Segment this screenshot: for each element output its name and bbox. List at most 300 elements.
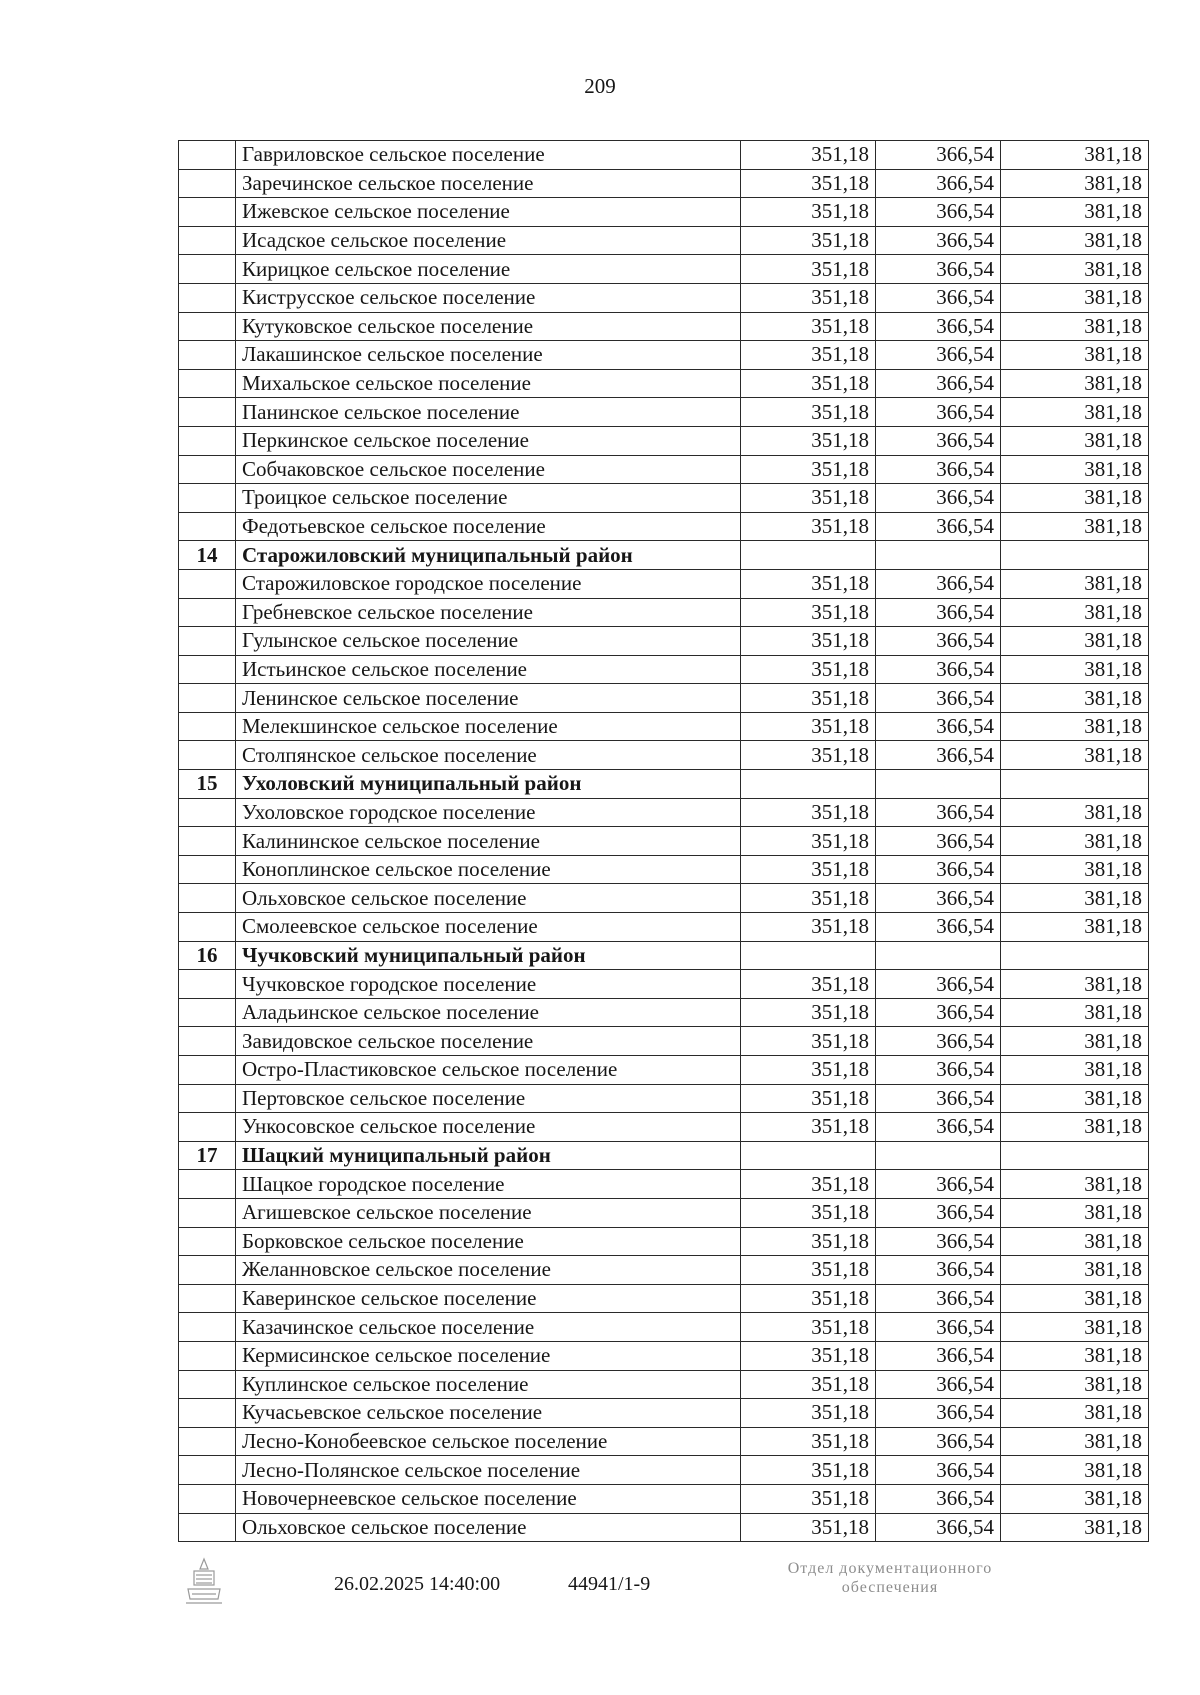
value-col-3: 381,18 (1001, 1113, 1149, 1142)
value-col-2: 366,54 (876, 426, 1001, 455)
row-number (179, 1113, 236, 1142)
row-number (179, 627, 236, 656)
value-col-3: 381,18 (1001, 1399, 1149, 1428)
row-number (179, 398, 236, 427)
value-col-2: 366,54 (876, 283, 1001, 312)
value-col-3 (1001, 541, 1149, 570)
value-col-3: 381,18 (1001, 798, 1149, 827)
value-col-3: 381,18 (1001, 569, 1149, 598)
row-number (179, 1027, 236, 1056)
table-row (179, 169, 1149, 198)
settlement-name: Ункосовское сельское поселение (236, 1113, 741, 1142)
row-number (179, 1427, 236, 1456)
department-stamp (745, 1559, 1035, 1597)
value-col-3: 381,18 (1001, 341, 1149, 370)
value-col-1: 351,18 (741, 1484, 876, 1513)
settlement-name: Ижевское сельское поселение (236, 198, 741, 227)
value-col-1: 351,18 (741, 655, 876, 684)
value-col-2: 366,54 (876, 1113, 1001, 1142)
value-col-1: 351,18 (741, 283, 876, 312)
value-col-3: 381,18 (1001, 1170, 1149, 1199)
value-col-3: 381,18 (1001, 998, 1149, 1027)
value-col-2: 366,54 (876, 1484, 1001, 1513)
value-col-3: 381,18 (1001, 312, 1149, 341)
table-row (179, 1484, 1149, 1513)
table-row (179, 913, 1149, 942)
value-col-3: 381,18 (1001, 369, 1149, 398)
value-col-1: 351,18 (741, 198, 876, 227)
settlement-name: Шацкий муниципальный район (236, 1141, 741, 1170)
value-col-2 (876, 1141, 1001, 1170)
value-col-1: 351,18 (741, 312, 876, 341)
value-col-3: 381,18 (1001, 684, 1149, 713)
settlement-name: Ухоловский муниципальный район (236, 770, 741, 799)
value-col-2: 366,54 (876, 398, 1001, 427)
row-number (179, 226, 236, 255)
value-col-3: 381,18 (1001, 884, 1149, 913)
value-col-3: 381,18 (1001, 198, 1149, 227)
value-col-3: 381,18 (1001, 827, 1149, 856)
settlement-name: Шацкое городское поселение (236, 1170, 741, 1199)
value-col-3: 381,18 (1001, 1027, 1149, 1056)
value-col-1: 351,18 (741, 1313, 876, 1342)
value-col-1: 351,18 (741, 741, 876, 770)
settlement-name: Ольховское сельское поселение (236, 1513, 741, 1542)
value-col-2: 366,54 (876, 169, 1001, 198)
table-row (179, 1198, 1149, 1227)
stamp-line-2: обеспечения (841, 1579, 939, 1596)
value-col-3: 381,18 (1001, 655, 1149, 684)
settlement-name: Старожиловский муниципальный район (236, 541, 741, 570)
table-row (179, 1256, 1149, 1285)
value-col-3: 381,18 (1001, 1370, 1149, 1399)
table-row (179, 1113, 1149, 1142)
settlement-name: Смолеевское сельское поселение (236, 913, 741, 942)
value-col-1 (741, 541, 876, 570)
value-col-3: 381,18 (1001, 426, 1149, 455)
table-row (179, 1313, 1149, 1342)
settlement-name: Панинское сельское поселение (236, 398, 741, 427)
value-col-1: 351,18 (741, 512, 876, 541)
settlement-name: Остро-Пластиковское сельское поселение (236, 1056, 741, 1085)
row-number: 14 (179, 541, 236, 570)
value-col-2: 366,54 (876, 1170, 1001, 1199)
value-col-1: 351,18 (741, 1513, 876, 1542)
row-number (179, 712, 236, 741)
value-col-1: 351,18 (741, 1256, 876, 1285)
row-number (179, 1456, 236, 1485)
value-col-2: 366,54 (876, 598, 1001, 627)
row-number (179, 1256, 236, 1285)
table-row (179, 884, 1149, 913)
row-number (179, 141, 236, 170)
settlement-name: Кучасьевское сельское поселение (236, 1399, 741, 1428)
table-row (179, 426, 1149, 455)
settlement-name: Завидовское сельское поселение (236, 1027, 741, 1056)
value-col-1: 351,18 (741, 798, 876, 827)
value-col-2: 366,54 (876, 1284, 1001, 1313)
table-row (179, 455, 1149, 484)
table-row (179, 1427, 1149, 1456)
row-number (179, 255, 236, 284)
value-col-1: 351,18 (741, 341, 876, 370)
value-col-1: 351,18 (741, 169, 876, 198)
value-col-1: 351,18 (741, 684, 876, 713)
value-col-1: 351,18 (741, 1027, 876, 1056)
settlement-name: Каверинское сельское поселение (236, 1284, 741, 1313)
settlement-name: Борковское сельское поселение (236, 1227, 741, 1256)
settlement-name: Лесно-Конобеевское сельское поселение (236, 1427, 741, 1456)
value-col-1: 351,18 (741, 455, 876, 484)
value-col-2: 366,54 (876, 1341, 1001, 1370)
settlement-name: Куплинское сельское поселение (236, 1370, 741, 1399)
table-row (179, 712, 1149, 741)
value-col-1: 351,18 (741, 1227, 876, 1256)
settlement-name: Калининское сельское поселение (236, 827, 741, 856)
value-col-1: 351,18 (741, 255, 876, 284)
table-row (179, 1513, 1149, 1542)
value-col-2: 366,54 (876, 1427, 1001, 1456)
value-col-2: 366,54 (876, 884, 1001, 913)
value-col-2: 366,54 (876, 712, 1001, 741)
value-col-2: 366,54 (876, 226, 1001, 255)
row-number: 15 (179, 770, 236, 799)
value-col-2: 366,54 (876, 141, 1001, 170)
value-col-3: 381,18 (1001, 913, 1149, 942)
row-number (179, 970, 236, 999)
value-col-2: 366,54 (876, 1056, 1001, 1085)
row-number (179, 855, 236, 884)
table-body (179, 141, 1149, 1542)
value-col-2: 366,54 (876, 341, 1001, 370)
value-col-2: 366,54 (876, 1313, 1001, 1342)
settlement-name: Исадское сельское поселение (236, 226, 741, 255)
table-row (179, 369, 1149, 398)
value-col-2: 366,54 (876, 827, 1001, 856)
value-col-3: 381,18 (1001, 970, 1149, 999)
value-col-1: 351,18 (741, 1370, 876, 1399)
emblem-logo-icon (182, 1555, 226, 1609)
value-col-1 (741, 1141, 876, 1170)
value-col-1: 351,18 (741, 1198, 876, 1227)
row-number (179, 369, 236, 398)
value-col-3 (1001, 941, 1149, 970)
row-number (179, 426, 236, 455)
settlement-name: Кутуковское сельское поселение (236, 312, 741, 341)
table-row (179, 627, 1149, 656)
value-col-2 (876, 770, 1001, 799)
value-col-3: 381,18 (1001, 1198, 1149, 1227)
row-number (179, 169, 236, 198)
table-row (179, 1227, 1149, 1256)
table-row (179, 283, 1149, 312)
row-number (179, 798, 236, 827)
settlement-name: Лесно-Полянское сельское поселение (236, 1456, 741, 1485)
value-col-3: 381,18 (1001, 1284, 1149, 1313)
value-col-2: 366,54 (876, 855, 1001, 884)
value-col-3: 381,18 (1001, 283, 1149, 312)
value-col-3: 381,18 (1001, 1427, 1149, 1456)
settlement-name: Чучковское городское поселение (236, 970, 741, 999)
value-col-2: 366,54 (876, 1084, 1001, 1113)
value-col-2: 366,54 (876, 198, 1001, 227)
settlement-name: Старожиловское городское поселение (236, 569, 741, 598)
value-col-3: 381,18 (1001, 1256, 1149, 1285)
row-number (179, 198, 236, 227)
table-row (179, 1170, 1149, 1199)
value-col-3: 381,18 (1001, 1313, 1149, 1342)
value-col-1: 351,18 (741, 1456, 876, 1485)
row-number (179, 741, 236, 770)
value-col-1: 351,18 (741, 598, 876, 627)
settlement-name: Ольховское сельское поселение (236, 884, 741, 913)
value-col-2: 366,54 (876, 741, 1001, 770)
row-number (179, 913, 236, 942)
value-col-2: 366,54 (876, 569, 1001, 598)
settlement-name: Гавриловское сельское поселение (236, 141, 741, 170)
row-number (179, 569, 236, 598)
settlement-name: Аладьинское сельское поселение (236, 998, 741, 1027)
value-col-2: 366,54 (876, 798, 1001, 827)
value-col-2: 366,54 (876, 312, 1001, 341)
district-row (179, 770, 1149, 799)
settlement-name: Столпянское сельское поселение (236, 741, 741, 770)
value-col-1: 351,18 (741, 141, 876, 170)
table-row (179, 198, 1149, 227)
table-row (179, 1341, 1149, 1370)
value-col-2: 366,54 (876, 913, 1001, 942)
table-row (179, 512, 1149, 541)
settlement-name: Киструсское сельское поселение (236, 283, 741, 312)
value-col-2: 366,54 (876, 627, 1001, 656)
row-number (179, 341, 236, 370)
value-col-1: 351,18 (741, 484, 876, 513)
settlement-name: Собчаковское сельское поселение (236, 455, 741, 484)
settlement-name: Истьинское сельское поселение (236, 655, 741, 684)
value-col-2: 366,54 (876, 1370, 1001, 1399)
value-col-2: 366,54 (876, 255, 1001, 284)
row-number (179, 455, 236, 484)
settlement-name: Лакашинское сельское поселение (236, 341, 741, 370)
table-row (179, 741, 1149, 770)
value-col-3 (1001, 1141, 1149, 1170)
value-col-3: 381,18 (1001, 855, 1149, 884)
value-col-2: 366,54 (876, 998, 1001, 1027)
value-col-3: 381,18 (1001, 1056, 1149, 1085)
table-row (179, 226, 1149, 255)
table-row (179, 484, 1149, 513)
value-col-1: 351,18 (741, 426, 876, 455)
value-col-3: 381,18 (1001, 398, 1149, 427)
settlement-name: Мелекшинское сельское поселение (236, 712, 741, 741)
value-col-3: 381,18 (1001, 255, 1149, 284)
row-number (179, 884, 236, 913)
footer-datetime: 26.02.2025 14:40:00 (334, 1573, 501, 1595)
value-col-2 (876, 541, 1001, 570)
table-row (179, 569, 1149, 598)
page-number: 209 (584, 74, 616, 98)
row-number (179, 1084, 236, 1113)
table-row (179, 1084, 1149, 1113)
settlement-name: Казачинское сельское поселение (236, 1313, 741, 1342)
table-row (179, 141, 1149, 170)
value-col-2: 366,54 (876, 1027, 1001, 1056)
settlement-name: Новочернеевское сельское поселение (236, 1484, 741, 1513)
value-col-2: 366,54 (876, 512, 1001, 541)
settlement-name: Заречинское сельское поселение (236, 169, 741, 198)
value-col-1: 351,18 (741, 369, 876, 398)
table-row (179, 970, 1149, 999)
value-col-2: 366,54 (876, 1513, 1001, 1542)
settlement-name: Чучковский муниципальный район (236, 941, 741, 970)
table-row (179, 312, 1149, 341)
value-col-1: 351,18 (741, 1284, 876, 1313)
row-number (179, 598, 236, 627)
table-row (179, 255, 1149, 284)
row-number (179, 1341, 236, 1370)
value-col-1: 351,18 (741, 569, 876, 598)
value-col-3: 381,18 (1001, 598, 1149, 627)
table-row (179, 341, 1149, 370)
settlement-name: Троицкое сельское поселение (236, 484, 741, 513)
row-number (179, 283, 236, 312)
table-row (179, 398, 1149, 427)
stamp-line-1: Отдел документационного (787, 1560, 993, 1577)
row-number (179, 684, 236, 713)
table-row (179, 1370, 1149, 1399)
value-col-3: 381,18 (1001, 455, 1149, 484)
table-row (179, 855, 1149, 884)
table-row (179, 598, 1149, 627)
value-col-2: 366,54 (876, 970, 1001, 999)
value-col-1: 351,18 (741, 1399, 876, 1428)
table-row (179, 998, 1149, 1027)
value-col-3: 381,18 (1001, 1084, 1149, 1113)
value-col-3 (1001, 770, 1149, 799)
settlement-name: Гребневское сельское поселение (236, 598, 741, 627)
value-col-2: 366,54 (876, 655, 1001, 684)
row-number (179, 512, 236, 541)
table-row (179, 655, 1149, 684)
value-col-1 (741, 770, 876, 799)
row-number (179, 312, 236, 341)
row-number (179, 1370, 236, 1399)
value-col-2: 366,54 (876, 1256, 1001, 1285)
value-col-1: 351,18 (741, 970, 876, 999)
row-number (179, 1399, 236, 1428)
row-number: 16 (179, 941, 236, 970)
value-col-1: 351,18 (741, 1170, 876, 1199)
row-number (179, 484, 236, 513)
row-number (179, 1484, 236, 1513)
district-row (179, 941, 1149, 970)
settlement-name: Пертовское сельское поселение (236, 1084, 741, 1113)
value-col-3: 381,18 (1001, 627, 1149, 656)
table-row (179, 1056, 1149, 1085)
value-col-1: 351,18 (741, 855, 876, 884)
table-row (179, 684, 1149, 713)
table-row (179, 1284, 1149, 1313)
value-col-1: 351,18 (741, 627, 876, 656)
settlement-name: Федотьевское сельское поселение (236, 512, 741, 541)
row-number (179, 655, 236, 684)
table-row (179, 1027, 1149, 1056)
settlement-name: Желанновское сельское поселение (236, 1256, 741, 1285)
value-col-1: 351,18 (741, 1341, 876, 1370)
value-col-1: 351,18 (741, 712, 876, 741)
value-col-3: 381,18 (1001, 1484, 1149, 1513)
value-col-2: 366,54 (876, 455, 1001, 484)
settlement-name: Кермисинское сельское поселение (236, 1341, 741, 1370)
value-col-1: 351,18 (741, 1113, 876, 1142)
value-col-1: 351,18 (741, 398, 876, 427)
row-number (179, 1513, 236, 1542)
settlement-name: Ленинское сельское поселение (236, 684, 741, 713)
value-col-3: 381,18 (1001, 169, 1149, 198)
district-row (179, 541, 1149, 570)
settlement-name: Агишевское сельское поселение (236, 1198, 741, 1227)
footer-doc-number: 44941/1-9 (568, 1573, 651, 1595)
value-col-2: 366,54 (876, 1456, 1001, 1485)
table-row (179, 1399, 1149, 1428)
settlement-name: Коноплинское сельское поселение (236, 855, 741, 884)
value-col-1: 351,18 (741, 884, 876, 913)
footer (0, 1555, 1200, 1695)
row-number (179, 998, 236, 1027)
value-col-1: 351,18 (741, 913, 876, 942)
tariff-table (178, 140, 1149, 1542)
value-col-2: 366,54 (876, 369, 1001, 398)
row-number (179, 1227, 236, 1256)
value-col-3: 381,18 (1001, 1341, 1149, 1370)
value-col-2: 366,54 (876, 484, 1001, 513)
value-col-1: 351,18 (741, 1056, 876, 1085)
settlement-name: Гулынское сельское поселение (236, 627, 741, 656)
settlement-name: Михальское сельское поселение (236, 369, 741, 398)
value-col-1 (741, 941, 876, 970)
value-col-1: 351,18 (741, 1427, 876, 1456)
value-col-1: 351,18 (741, 1084, 876, 1113)
settlement-name: Кирицкое сельское поселение (236, 255, 741, 284)
row-number (179, 827, 236, 856)
row-number (179, 1056, 236, 1085)
table-row (179, 1456, 1149, 1485)
value-col-3: 381,18 (1001, 1513, 1149, 1542)
settlement-name: Перкинское сельское поселение (236, 426, 741, 455)
value-col-2: 366,54 (876, 684, 1001, 713)
row-number (179, 1284, 236, 1313)
table-row (179, 798, 1149, 827)
row-number (179, 1170, 236, 1199)
value-col-2: 366,54 (876, 1198, 1001, 1227)
value-col-3: 381,18 (1001, 1456, 1149, 1485)
value-col-3: 381,18 (1001, 712, 1149, 741)
value-col-3: 381,18 (1001, 741, 1149, 770)
value-col-1: 351,18 (741, 226, 876, 255)
table-row (179, 827, 1149, 856)
value-col-3: 381,18 (1001, 141, 1149, 170)
settlement-name: Ухоловское городское поселение (236, 798, 741, 827)
row-number (179, 1313, 236, 1342)
value-col-1: 351,18 (741, 827, 876, 856)
row-number (179, 1198, 236, 1227)
value-col-3: 381,18 (1001, 1227, 1149, 1256)
row-number: 17 (179, 1141, 236, 1170)
value-col-3: 381,18 (1001, 512, 1149, 541)
value-col-3: 381,18 (1001, 226, 1149, 255)
value-col-2 (876, 941, 1001, 970)
value-col-2: 366,54 (876, 1399, 1001, 1428)
